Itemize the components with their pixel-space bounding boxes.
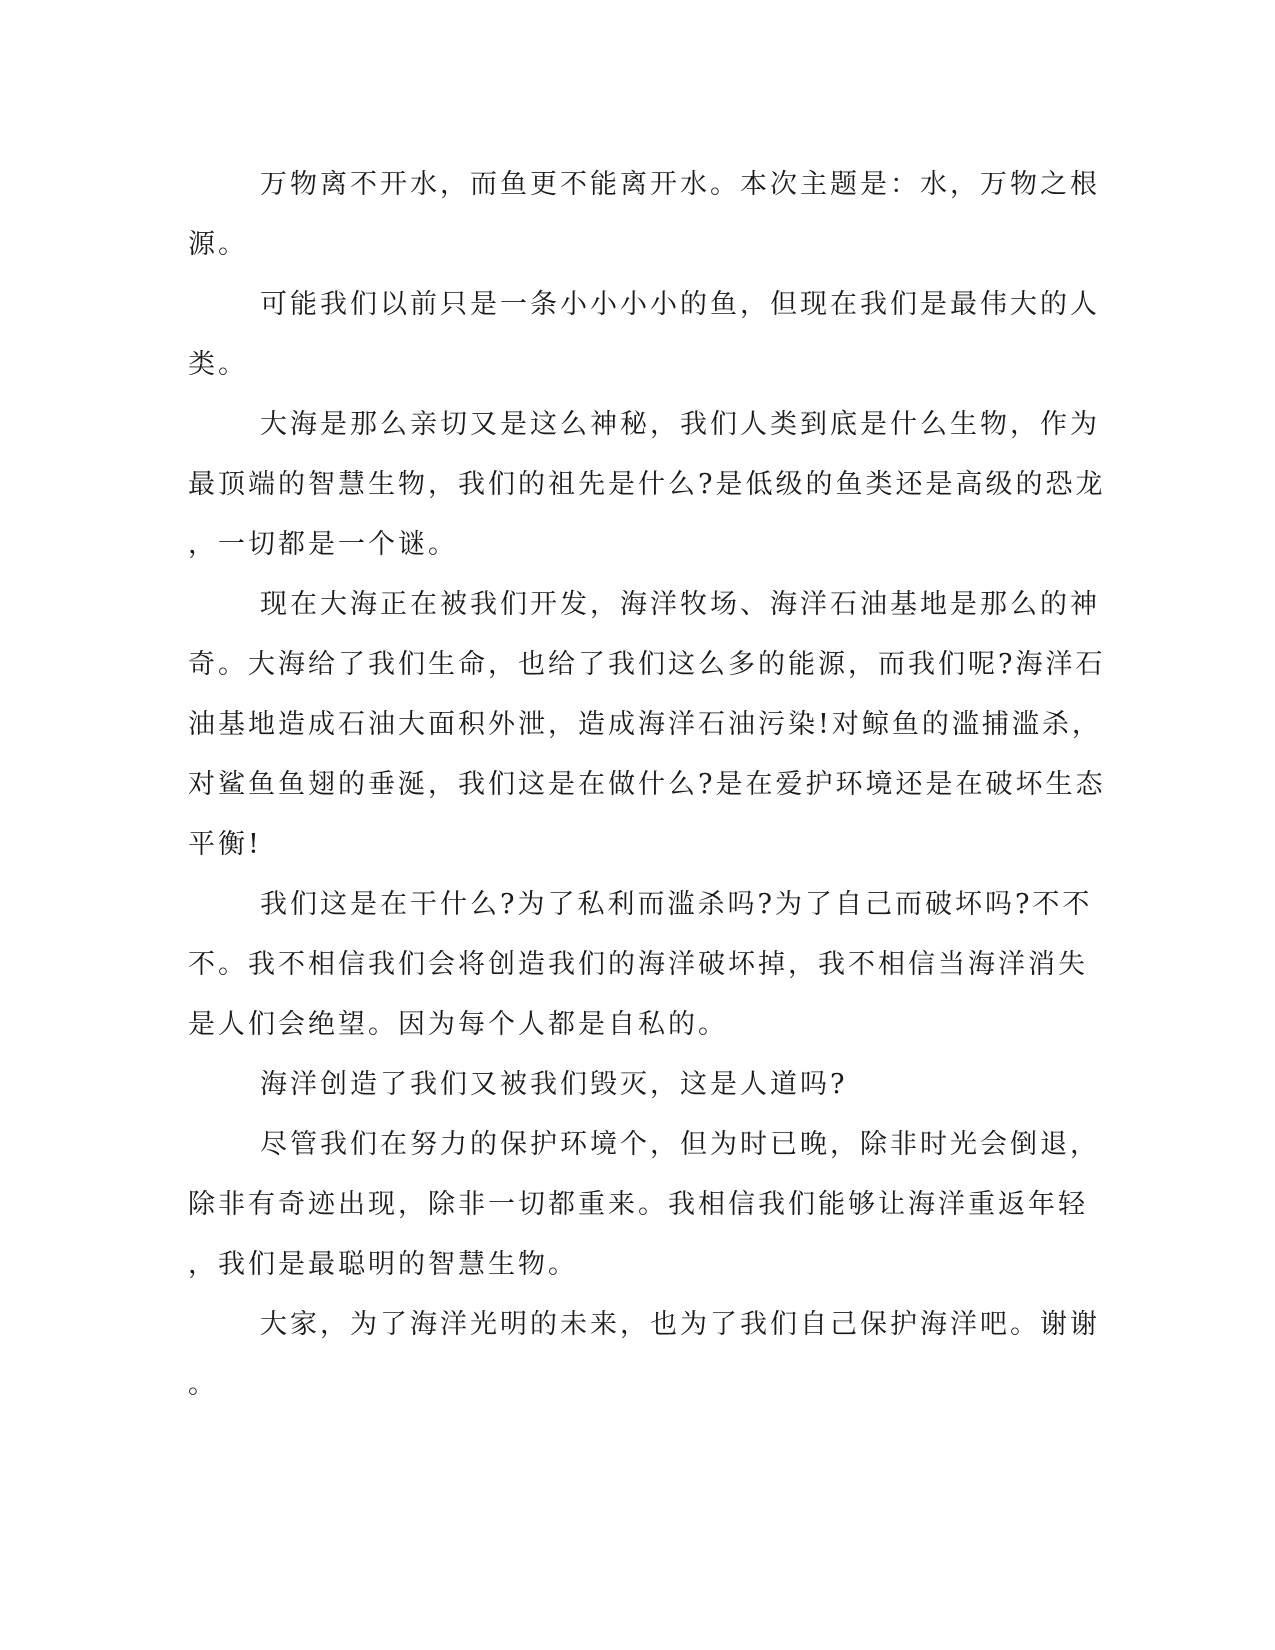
text-line: 是人们会绝望。因为每个人都是自私的。 <box>188 1009 728 1040</box>
paragraph <box>188 1115 1100 1295</box>
text-line: 我们这是在干什么?为了私利而滥杀吗?为了自己而破坏吗?不不 <box>260 889 1093 920</box>
text-line: 大海是那么亲切又是这么神秘，我们人类到底是什么生物，作为 <box>260 409 1100 440</box>
text-line: 大家，为了海洋光明的未来，也为了我们自己保护海洋吧。谢谢 <box>260 1309 1100 1340</box>
text-line: 对鲨鱼鱼翅的垂涎，我们这是在做什么?是在爱护环境还是在破坏生态 <box>188 769 1106 800</box>
text-line: 油基地造成石油大面积外泄，造成海洋石油污染!对鲸鱼的滥捕滥杀， <box>188 709 1102 740</box>
text-line: 不。我不相信我们会将创造我们的海洋破坏掉，我不相信当海洋消失 <box>188 949 1088 980</box>
text-line: 源。 <box>188 229 248 260</box>
paragraph <box>188 275 1100 395</box>
text-line: 类。 <box>188 349 248 380</box>
paragraph <box>188 395 1106 575</box>
text-line: 尽管我们在努力的保护环境个，但为时已晚，除非时光会倒退， <box>260 1129 1100 1160</box>
text-line: 。 <box>188 1369 218 1400</box>
text-line: ，一切都是一个谜。 <box>188 529 458 560</box>
paragraph <box>188 1295 1100 1415</box>
text-line: 可能我们以前只是一条小小小小的鱼，但现在我们是最伟大的人 <box>260 289 1100 320</box>
paragraph <box>188 1055 1083 1115</box>
paragraph <box>188 155 1100 275</box>
paragraph <box>188 575 1106 875</box>
text-line: 现在大海正在被我们开发，海洋牧场、海洋石油基地是那么的神 <box>260 589 1100 620</box>
text-line: 平衡! <box>188 829 262 860</box>
document-body <box>188 155 1106 1415</box>
paragraph <box>188 875 1093 1055</box>
text-line: ，我们是最聪明的智慧生物。 <box>188 1249 578 1280</box>
text-line: 万物离不开水，而鱼更不能离开水。本次主题是：水，万物之根 <box>260 169 1100 200</box>
text-line: 海洋创造了我们又被我们毁灭，这是人道吗? <box>260 1069 848 1100</box>
text-line: 最顶端的智慧生物，我们的祖先是什么?是低级的鱼类还是高级的恐龙 <box>188 469 1106 500</box>
text-line: 奇。大海给了我们生命，也给了我们这么多的能源，而我们呢?海洋石 <box>188 649 1106 680</box>
text-line: 除非有奇迹出现，除非一切都重来。我相信我们能够让海洋重返年轻 <box>188 1189 1088 1220</box>
